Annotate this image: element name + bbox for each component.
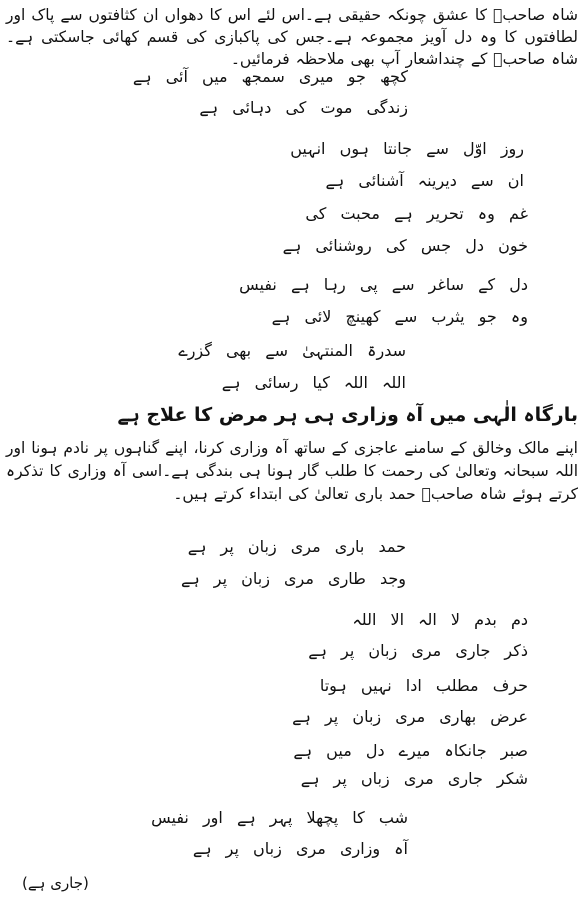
verse-line-2: زندگی موت کی دہائی ہے	[199, 98, 408, 117]
verse-line-13: دم بدم لا الہ الا اللہ	[352, 610, 528, 629]
verse-line-9: سدرۃ المنتہیٰ سے بھی گزرے	[178, 341, 406, 360]
verse-line-20: آہ وزاری مری زباں پر ہے	[192, 839, 408, 858]
verse-line-15: حرف مطلب ادا نہیں ہوتا	[319, 676, 528, 695]
verse-line-3: روز اوّل سے جانتا ہوں انہیں	[290, 139, 524, 158]
verse-line-5: غم وہ تحریر ہے محبت کی	[305, 204, 528, 223]
verse-line-14: ذکر جاری مری زبان پر ہے	[308, 641, 528, 660]
section-heading: بارگاہ الٰہی میں آہ وزاری ہی ہر مرض کا علاج ہے	[117, 404, 578, 426]
verse-line-8: وہ جو یثرب سے کھینچ لائی ہے	[271, 307, 528, 326]
continued-note: (جاری ہے)	[22, 874, 89, 892]
verse-line-16: عرض بھاری مری زبان پر ہے	[292, 707, 528, 726]
verse-line-17: صبر جانکاہ میرے دل میں ہے	[293, 741, 528, 760]
verse-line-12: وجد طاری مری زبان پر ہے	[180, 569, 406, 588]
intro-paragraph: شاہ صاحبؒ کا عشق چونکہ حقیقی ہے۔اس لئے اس کا دھواں ان کثافتوں سے پاک اور لطافتوں کا وہ دل آویز مجموعہ ہے۔جس کی پاکبازی کی قسم کھائی جاسکتی ہے۔شاہ صاحبؒ کے چنداشعار آپ بھی ملاحظہ فرمائیں۔	[6, 6, 578, 68]
verse-line-19: شب کا پچھلا پہر ہے اور نفیس	[151, 808, 408, 827]
verse-line-10: اللہ اللہ کیا رسائی ہے	[221, 373, 406, 392]
body-paragraph: اپنے مالک وخالق کے سامنے عاجزی کے ساتھ آہ وزاری کرنا، اپنے گناہوں پر نادم ہونا اور اللہ سبحانہ وتعالیٰ کی رحمت کا طلب گار ہونا ہی بندگی ہے۔اسی آہ وزاری کا تذکرہ کرتے ہوئے شاہ صاحبؒ حمد باری تعالیٰ کی ابتداء کرتے ہیں۔	[6, 439, 578, 503]
verse-line-18: شکر جاری مری زباں پر ہے	[300, 769, 528, 788]
verse-line-11: حمد باری مری زبان پر ہے	[187, 537, 406, 556]
verse-line-6: خون دل جس کی روشنائی ہے	[282, 236, 528, 255]
verse-line-7: دل کے ساغر سے پی رہا ہے نفیس	[239, 275, 528, 294]
verse-line-1: کچھ جو میری سمجھ میں آئی ہے	[132, 67, 408, 86]
verse-line-4: ان سے دیرینہ آشنائی ہے	[325, 171, 524, 190]
